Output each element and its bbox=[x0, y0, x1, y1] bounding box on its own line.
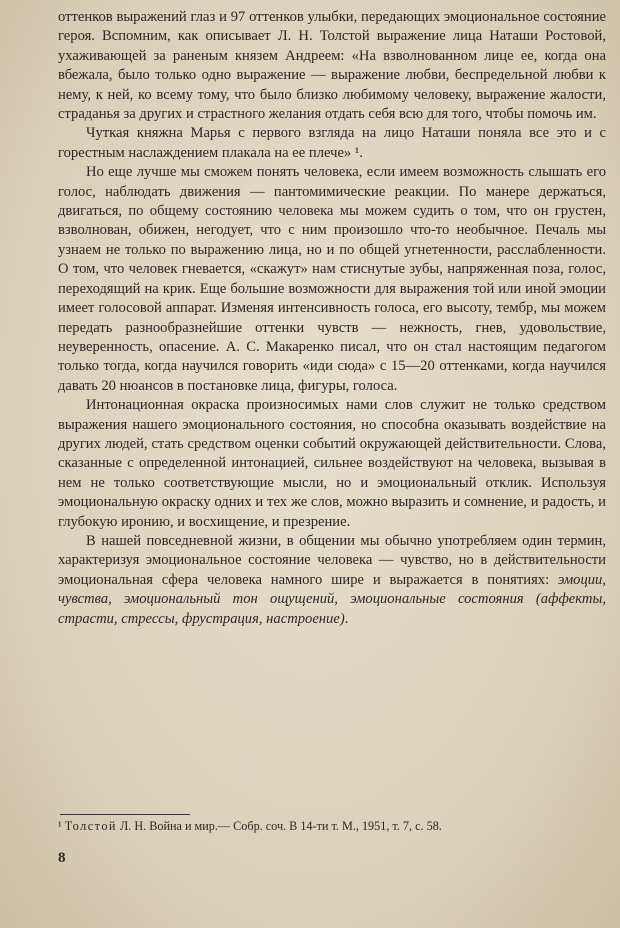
paragraph bbox=[58, 532, 606, 629]
paragraph-end: . bbox=[344, 610, 349, 627]
paragraph-text: В нашей повседневной жизни, в общении мы обычно употребляем один термин, характеризуя эмоциональное состояние человека — чувство, но в действительности эмоциональная сфера человека намного шире и выражается в понятиях: bbox=[58, 532, 606, 588]
footnote-author: Толстой bbox=[64, 819, 117, 833]
paragraph: Чуткая княжна Марья с первого взгляда на лицо Наташи поняла все это и с горестным наслаждением плакала на ее плече» ¹. bbox=[58, 125, 606, 161]
footnote bbox=[58, 818, 606, 834]
page-number: 8 bbox=[58, 850, 66, 866]
paragraph: Интонационная окраска произносимых нами слов служит не только средством выражения нашего эмоционального состояния, но способна оказывать воздействие на других людей, стать средством оценки событий окружающей действительности. Слова, сказанные с определенной интонацией, сильнее воздействуют на человека, вызывая в нем не только соответствующие мысли, но и эмоциональный отклик. Используя эмоциональную окраску одних и тех же слов, можно выразить и сомнение, и радость, и глубокую иронию, и восхищение, и презрение. bbox=[58, 397, 606, 530]
italic-terms: эмоции, чувства, эмоциональный тон ощущений, эмоциональные состояния (аффекты, страсти, стрессы, фрустрация, настроение) bbox=[58, 571, 606, 627]
body-text bbox=[58, 8, 606, 629]
footnote-source: Л. Н. Война и мир.— Собр. соч. В 14-ти т. М., 1951, т. 7, с. 58. bbox=[116, 819, 442, 833]
footnote-marker: ¹ bbox=[58, 819, 62, 833]
paragraph: оттенков выражений глаз и 97 оттенков улыбки, передающих эмоциональное состояние героя. Вспомним, как описывает Л. Н. Толстой выражение лица Наташи Ростовой, ухаживающей за раненым князем Андреем: «На взволнованном лице ее, когда она вбежала, было только одно выражение — выражение любви, беспредельной любви к нему, к ней, ко всему тому, что было близко любимому человеку, выражение жалости, страданья за других и страстного желания отдать себя всю для того, чтобы помочь им. bbox=[58, 9, 606, 123]
paragraph: Но еще лучше мы сможем понять человека, если имеем возможность слышать его голос, наблюдать движения — пантомимические реакции. По манере держаться, двигаться, по общему состоянию человека мы можем судить о том, что он грустен, взволнован, обижен, негодует, что с ним произошло что-то необычное. Печаль мы узнаем не только по выражению лица, но и по общей угнетенности, расслабленности. О том, что человек гневается, «скажут» нам стиснутые зубы, напряженная поза, голос, переходящий на крик. Еще большие возможности для выражения той или иной эмоции имеет голосовой аппарат. Изменяя интенсивность голоса, его высоту, тембр, мы можем передать разнообразнейшие оттенки чувств — нежность, гнев, удовольствие, неуверенность, опасение. А. С. Макаренко писал, что он стал настоящим педагогом только тогда, когда научился говорить «иди сюда» с 15—20 оттенками, когда научился давать 20 нюансов в постановке лица, фигуры, голоса. bbox=[58, 164, 606, 394]
footnote-divider bbox=[60, 814, 190, 815]
